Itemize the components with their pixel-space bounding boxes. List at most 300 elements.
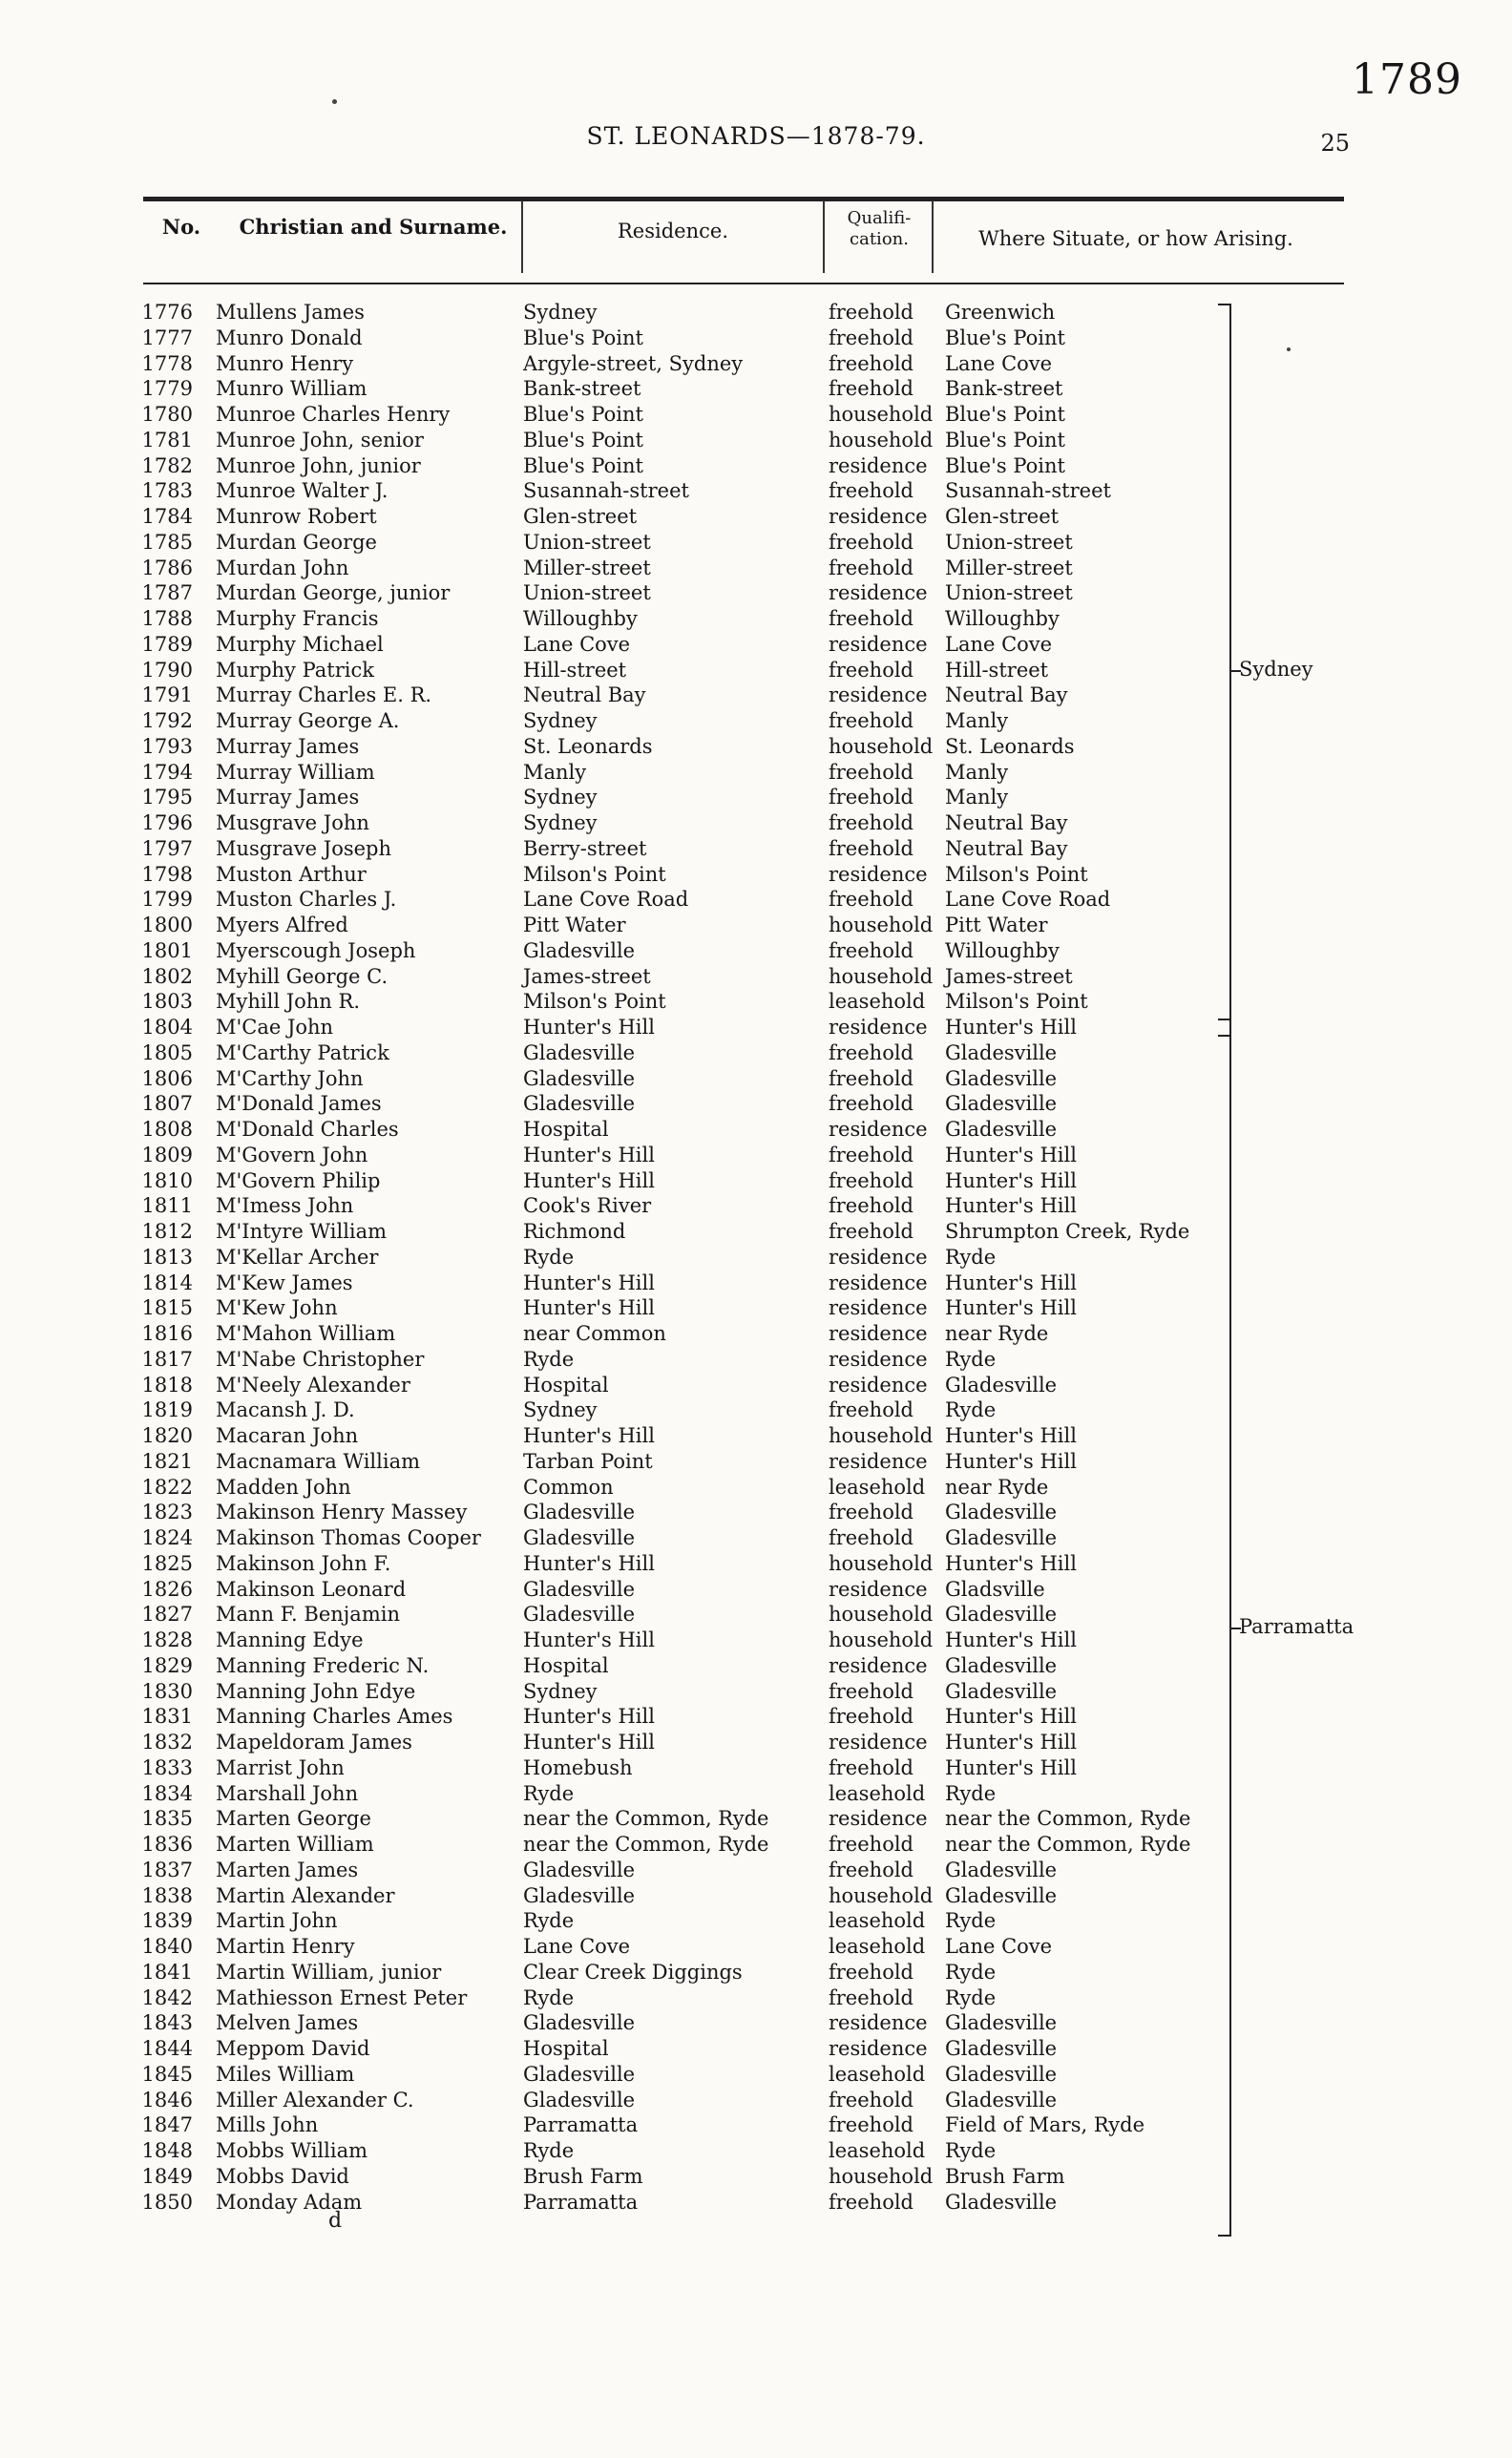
entry-number: 1806 <box>141 1066 193 1090</box>
qualification: residence <box>829 1449 928 1473</box>
where-situate: near Ryde <box>945 1475 1049 1499</box>
entry-number: 1841 <box>141 1960 193 1984</box>
entry-number: 1816 <box>141 1322 193 1345</box>
table-row <box>0 964 1512 990</box>
voter-name: Miller Alexander C. <box>216 2088 414 2111</box>
qualification: freehold <box>829 1194 914 1218</box>
qualification: household <box>829 914 934 936</box>
residence: Richmond <box>523 1220 626 1243</box>
where-situate: Ryde <box>945 1347 997 1371</box>
residence: James-street <box>523 964 651 988</box>
voter-name: Muston Arthur <box>216 862 367 886</box>
where-situate: James-street <box>945 964 1073 988</box>
where-situate: Blue's Point <box>945 403 1065 426</box>
where-situate: Willoughby <box>945 938 1060 962</box>
voter-name: M'Carthy Patrick <box>216 1040 389 1064</box>
residence: Lane Cove Road <box>523 888 689 912</box>
entry-number: 1835 <box>141 1807 193 1831</box>
qualification: household <box>829 403 934 426</box>
entry-number: 1848 <box>141 2139 193 2162</box>
table-row <box>0 478 1512 504</box>
residence: Sydney <box>523 1398 598 1422</box>
entry-number: 1843 <box>141 2011 193 2035</box>
where-situate: Neutral Bay <box>945 836 1068 860</box>
voter-name: Martin Henry <box>216 1935 355 1958</box>
where-situate: Ryde <box>945 1960 997 1984</box>
where-situate: Milson's Point <box>945 990 1088 1014</box>
entry-number: 1830 <box>141 1679 193 1703</box>
where-situate: Blue's Point <box>945 453 1065 477</box>
where-situate: Gladesville <box>945 1092 1058 1116</box>
residence: Common <box>523 1475 614 1499</box>
voter-name: Myhill George C. <box>216 964 388 988</box>
qualification: freehold <box>829 888 914 912</box>
entry-number: 1782 <box>141 453 193 477</box>
table-row <box>0 428 1512 453</box>
residence: Hunter's Hill <box>523 1731 655 1754</box>
qualification: freehold <box>829 1705 914 1729</box>
table-row <box>0 683 1512 708</box>
residence: Gladesville <box>523 1883 636 1907</box>
entry-number: 1839 <box>141 1909 193 1933</box>
voter-name: Marten George <box>216 1807 371 1831</box>
where-situate: Greenwich <box>945 301 1056 324</box>
where-situate: Hill-street <box>945 658 1049 682</box>
residence: Bank-street <box>523 377 641 401</box>
header-name: Christian and Surname. <box>239 215 508 239</box>
residence: Neutral Bay <box>523 683 646 707</box>
entry-number: 1812 <box>141 1220 193 1243</box>
entry-number: 1818 <box>141 1373 193 1397</box>
residence: Ryde <box>523 1245 575 1269</box>
where-situate: Hunter's Hill <box>945 1168 1077 1192</box>
residence: Gladesville <box>523 2011 636 2035</box>
voter-name: Martin Alexander <box>216 1883 395 1907</box>
entry-number: 1799 <box>141 888 193 912</box>
voter-name: Macnamara William <box>216 1449 421 1473</box>
where-situate: Pitt Water <box>945 914 1048 936</box>
qualification: residence <box>829 1016 928 1039</box>
qualification: freehold <box>829 326 914 349</box>
table-row <box>0 1960 1512 1985</box>
residence: Hunter's Hill <box>523 1271 655 1294</box>
qualification: freehold <box>829 1858 914 1881</box>
table-row <box>0 1985 1512 2011</box>
voter-name: Manning Frederic N. <box>216 1653 430 1677</box>
entry-number: 1795 <box>141 786 193 809</box>
table-row <box>0 1551 1512 1577</box>
qualification: residence <box>829 1731 928 1754</box>
where-situate: Gladesville <box>945 2011 1058 2035</box>
qualification: residence <box>829 632 928 656</box>
residence: Ryde <box>523 1909 575 1933</box>
qualification: household <box>829 1603 934 1627</box>
where-situate: Hunter's Hill <box>945 1143 1077 1166</box>
qualification: residence <box>829 1271 928 1294</box>
where-situate: Hunter's Hill <box>945 1016 1077 1039</box>
residence: near Common <box>523 1322 666 1345</box>
qualification: residence <box>829 1296 928 1320</box>
qualification: residence <box>829 1807 928 1831</box>
signature-mark: d <box>328 2209 343 2233</box>
header-number: No. <box>161 215 201 239</box>
voter-name: Marshall John <box>216 1781 359 1805</box>
voter-name: Marten William <box>216 1833 374 1856</box>
voter-name: M'Donald Charles <box>216 1118 399 1141</box>
where-situate: Brush Farm <box>945 2164 1065 2188</box>
qualification: residence <box>829 1347 928 1371</box>
where-situate: Ryde <box>945 1985 997 2009</box>
qualification: residence <box>829 1577 928 1601</box>
table-row <box>0 1295 1512 1321</box>
entry-number: 1794 <box>141 760 193 784</box>
table-row <box>0 1934 1512 1960</box>
table-row <box>0 2138 1512 2164</box>
table-row <box>0 1908 1512 1934</box>
voter-name: Murdan John <box>216 556 349 579</box>
voter-name: Muston Charles J. <box>216 888 397 912</box>
where-situate: Hunter's Hill <box>945 1551 1077 1575</box>
residence: Gladesville <box>523 1066 636 1090</box>
entry-number: 1786 <box>141 556 193 579</box>
entry-number: 1804 <box>141 1016 193 1039</box>
where-situate: Gladesville <box>945 1373 1058 1397</box>
where-situate: Hunter's Hill <box>945 1705 1077 1729</box>
residence: Hill-street <box>523 658 627 682</box>
header-top-rule <box>143 197 1344 201</box>
where-situate: Hunter's Hill <box>945 1628 1077 1651</box>
qualification: residence <box>829 1118 928 1141</box>
entry-number: 1798 <box>141 862 193 886</box>
table-row <box>0 760 1512 786</box>
entry-number: 1785 <box>141 530 193 554</box>
residence: near the Common, Ryde <box>523 1833 769 1856</box>
voter-name: Makinson Leonard <box>216 1577 407 1601</box>
where-situate: Ryde <box>945 1781 997 1805</box>
table-row <box>0 734 1512 760</box>
residence: Gladesville <box>523 938 636 962</box>
residence: near the Common, Ryde <box>523 1807 769 1831</box>
entry-number: 1808 <box>141 1118 193 1141</box>
entry-number: 1811 <box>141 1194 193 1218</box>
entry-number: 1834 <box>141 1781 193 1805</box>
group-brace <box>1216 1019 1231 2237</box>
voter-name: Myerscough Joseph <box>216 938 416 962</box>
voter-name: Munro Henry <box>216 351 354 375</box>
voter-name: Munro Donald <box>216 326 363 349</box>
residence: Sydney <box>523 811 598 834</box>
table-row <box>0 2112 1512 2138</box>
table-row <box>0 1653 1512 1679</box>
table-row <box>0 1577 1512 1603</box>
entry-number: 1807 <box>141 1092 193 1116</box>
voter-name: Miles William <box>216 2062 355 2086</box>
voter-name: Munroe Charles Henry <box>216 403 451 426</box>
where-situate: near the Common, Ryde <box>945 1833 1191 1856</box>
where-situate: Lane Cove Road <box>945 888 1111 912</box>
table-row <box>0 1730 1512 1755</box>
where-situate: Gladesville <box>945 1526 1058 1549</box>
voter-name: M'Kew John <box>216 1296 338 1320</box>
qualification: residence <box>829 1373 928 1397</box>
table-row <box>0 989 1512 1015</box>
residence: Lane Cove <box>523 632 631 656</box>
where-situate: Gladesville <box>945 1603 1058 1627</box>
where-situate: Gladesville <box>945 1040 1058 1064</box>
entry-number: 1802 <box>141 964 193 988</box>
where-situate: Shrumpton Creek, Ryde <box>945 1220 1190 1243</box>
where-situate: Lane Cove <box>945 351 1053 375</box>
voter-name: Madden John <box>216 1475 351 1499</box>
where-situate: Hunter's Hill <box>945 1424 1077 1447</box>
residence: Hunter's Hill <box>523 1705 655 1729</box>
voter-name: Musgrave John <box>216 811 369 834</box>
voter-name: M'Kew James <box>216 1271 353 1294</box>
residence: Susannah-street <box>523 479 689 503</box>
voter-name: Macansh J. D. <box>216 1398 355 1422</box>
entry-number: 1821 <box>141 1449 193 1473</box>
where-situate: Lane Cove <box>945 1935 1053 1958</box>
table-row <box>0 1704 1512 1730</box>
entry-number: 1844 <box>141 2037 193 2060</box>
table-row <box>0 1066 1512 1092</box>
group-label: Sydney <box>1239 657 1313 681</box>
residence: Clear Creek Diggings <box>523 1960 743 1984</box>
qualification: freehold <box>829 836 914 860</box>
voter-name: M'Mahon William <box>216 1322 396 1345</box>
entry-number: 1842 <box>141 1985 193 2009</box>
qualification: residence <box>829 505 928 528</box>
residence: Gladesville <box>523 1526 636 1549</box>
qualification: leasehold <box>829 1475 926 1499</box>
table-row <box>0 1858 1512 1883</box>
residence: Hunter's Hill <box>523 1296 655 1320</box>
table-row <box>0 1091 1512 1117</box>
column-divider <box>823 200 825 273</box>
voter-name: Mills John <box>216 2113 319 2137</box>
voter-name: M'Nabe Christopher <box>216 1347 425 1371</box>
header-residence: Residence. <box>618 220 728 242</box>
qualification: freehold <box>829 1168 914 1192</box>
qualification: freehold <box>829 607 914 630</box>
where-situate: Ryde <box>945 1245 997 1269</box>
where-situate: Gladesville <box>945 1501 1058 1524</box>
voter-name: Murray James <box>216 734 360 758</box>
residence: Sydney <box>523 1679 598 1703</box>
table-row <box>0 2164 1512 2190</box>
voter-name: Mann F. Benjamin <box>216 1603 400 1627</box>
table-row <box>0 1143 1512 1168</box>
qualification: freehold <box>829 786 914 809</box>
qualification: residence <box>829 1653 928 1677</box>
qualification: residence <box>829 581 928 605</box>
table-row <box>0 1193 1512 1219</box>
where-situate: near the Common, Ryde <box>945 1807 1191 1831</box>
voter-name: Murray Charles E. R. <box>216 683 432 707</box>
qualification: residence <box>829 453 928 477</box>
where-situate: Milson's Point <box>945 862 1088 886</box>
voter-name: Munroe John, junior <box>216 453 421 477</box>
voter-name: Makinson John F. <box>216 1551 391 1575</box>
header-bottom-rule <box>143 283 1344 284</box>
table-row <box>0 1832 1512 1858</box>
where-situate: Ryde <box>945 1909 997 1933</box>
header-where-situate: Where Situate, or how Arising. <box>978 227 1293 250</box>
qualification: freehold <box>829 709 914 732</box>
residence: Ryde <box>523 1781 575 1805</box>
voter-name: Munroe Walter J. <box>216 479 388 503</box>
entry-number: 1787 <box>141 581 193 605</box>
group-brace <box>1216 304 1231 1037</box>
entry-number: 1827 <box>141 1603 193 1627</box>
qualification: freehold <box>829 1526 914 1549</box>
residence: Milson's Point <box>523 990 666 1014</box>
qualification: freehold <box>829 530 914 554</box>
where-situate: Manly <box>945 786 1009 809</box>
residence: Gladesville <box>523 1040 636 1064</box>
entry-number: 1820 <box>141 1424 193 1447</box>
entry-number: 1837 <box>141 1858 193 1881</box>
voter-name: Munro William <box>216 377 368 401</box>
voter-name: Marrist John <box>216 1755 345 1779</box>
qualification: household <box>829 428 934 452</box>
entry-number: 1809 <box>141 1143 193 1166</box>
voter-name: Mapeldoram James <box>216 1731 412 1754</box>
entry-number: 1822 <box>141 1475 193 1499</box>
entry-number: 1790 <box>141 658 193 682</box>
table-row <box>0 376 1512 402</box>
qualification: residence <box>829 1245 928 1269</box>
voter-name: Murdan George, junior <box>216 581 451 605</box>
entry-number: 1780 <box>141 403 193 426</box>
residence: Gladesville <box>523 1501 636 1524</box>
qualification: freehold <box>829 1960 914 1984</box>
residence: Homebush <box>523 1755 633 1779</box>
voter-name: Mobbs William <box>216 2139 368 2162</box>
qualification: residence <box>829 683 928 707</box>
voter-name: Makinson Henry Massey <box>216 1501 468 1524</box>
table-row <box>0 580 1512 606</box>
entry-number: 1833 <box>141 1755 193 1779</box>
where-situate: Gladesville <box>945 1653 1058 1677</box>
qualification: freehold <box>829 1220 914 1243</box>
sub-page-number: 25 <box>1320 130 1350 157</box>
where-situate: St. Leonards <box>945 734 1075 758</box>
entry-number: 1796 <box>141 811 193 834</box>
entry-number: 1793 <box>141 734 193 758</box>
residence: Berry-street <box>523 836 647 860</box>
residence: Lane Cove <box>523 1935 631 1958</box>
table-row <box>0 1525 1512 1551</box>
voter-name: Myhill John R. <box>216 990 360 1014</box>
residence: Manly <box>523 760 587 784</box>
column-divider <box>521 200 523 273</box>
qualification: freehold <box>829 1501 914 1524</box>
where-situate: Susannah-street <box>945 479 1111 503</box>
table-row <box>0 453 1512 479</box>
qualification: freehold <box>829 2190 914 2214</box>
entry-number: 1838 <box>141 1883 193 1907</box>
where-situate: Hunter's Hill <box>945 1296 1077 1320</box>
header-qualification-text: Qualifi- cation. <box>847 208 912 249</box>
entry-number: 1784 <box>141 505 193 528</box>
qualification: freehold <box>829 1040 914 1064</box>
voter-name: Mathiesson Ernest Peter <box>216 1985 468 2009</box>
qualification: leasehold <box>829 1909 926 1933</box>
table-row <box>0 1347 1512 1373</box>
voter-name: M'Donald James <box>216 1092 382 1116</box>
voter-name: Macaran John <box>216 1424 359 1447</box>
residence: Parramatta <box>523 2113 639 2137</box>
voter-name: Marten James <box>216 1858 359 1881</box>
residence: Gladesville <box>523 1603 636 1627</box>
where-situate: Gladsville <box>945 1577 1045 1601</box>
residence: Hunter's Hill <box>523 1143 655 1166</box>
entry-number: 1849 <box>141 2164 193 2188</box>
qualification: freehold <box>829 556 914 579</box>
voter-name: M'Govern Philip <box>216 1168 381 1192</box>
table-row <box>0 1373 1512 1398</box>
residence: Hunter's Hill <box>523 1628 655 1651</box>
residence: Blue's Point <box>523 453 643 477</box>
column-divider <box>932 200 934 273</box>
table-row <box>0 887 1512 913</box>
residence: Gladesville <box>523 1858 636 1881</box>
voter-name: Munroe John, senior <box>216 428 424 452</box>
qualification: leasehold <box>829 990 926 1014</box>
residence: Parramatta <box>523 2190 639 2214</box>
qualification: freehold <box>829 760 914 784</box>
table-row <box>0 2088 1512 2113</box>
entry-number: 1788 <box>141 607 193 630</box>
voter-name: Murdan George <box>216 530 377 554</box>
entry-number: 1815 <box>141 1296 193 1320</box>
where-situate: Gladesville <box>945 1118 1058 1141</box>
table-row <box>0 862 1512 888</box>
qualification: freehold <box>829 938 914 962</box>
table-row <box>0 913 1512 938</box>
residence: Argyle-street, Sydney <box>523 351 744 375</box>
entry-number: 1781 <box>141 428 193 452</box>
where-situate: Gladesville <box>945 2190 1058 2214</box>
voter-name: Murphy Francis <box>216 607 379 630</box>
voter-name: Murray James <box>216 786 360 809</box>
table-row <box>0 2036 1512 2062</box>
where-situate: near Ryde <box>945 1322 1049 1345</box>
entry-number: 1819 <box>141 1398 193 1422</box>
entry-number: 1800 <box>141 914 193 936</box>
qualification: leasehold <box>829 2062 926 2086</box>
qualification: residence <box>829 862 928 886</box>
entry-number: 1776 <box>141 301 193 324</box>
entry-number: 1791 <box>141 683 193 707</box>
entry-number: 1789 <box>141 632 193 656</box>
residence: Gladesville <box>523 2088 636 2111</box>
residence: Gladesville <box>523 1577 636 1601</box>
qualification: freehold <box>829 301 914 324</box>
residence: Blue's Point <box>523 403 643 426</box>
entry-number: 1779 <box>141 377 193 401</box>
entry-number: 1845 <box>141 2062 193 2086</box>
residence: Sydney <box>523 709 598 732</box>
entry-number: 1805 <box>141 1040 193 1064</box>
where-situate: Hunter's Hill <box>945 1731 1077 1754</box>
residence: Hunter's Hill <box>523 1424 655 1447</box>
table-row <box>0 1397 1512 1423</box>
table-row <box>0 351 1512 377</box>
residence: Hunter's Hill <box>523 1168 655 1192</box>
qualification: household <box>829 964 934 988</box>
